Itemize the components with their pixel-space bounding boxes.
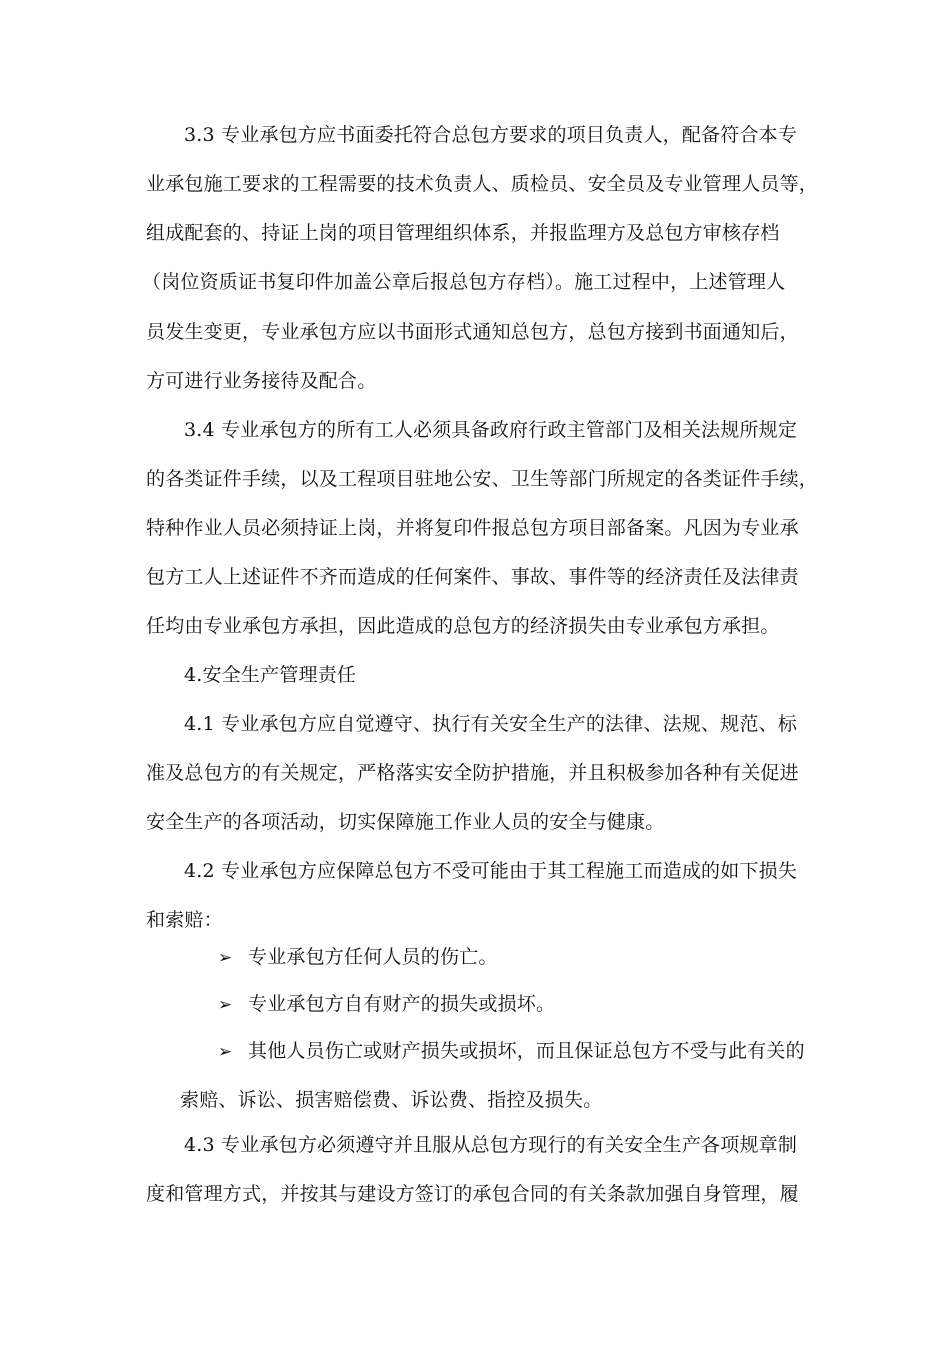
bullet-item-3-text: 其他人员伤亡或财产损失或损坏，而且保证总包方不受与此有关的 xyxy=(248,1040,805,1062)
paragraph-4-1-line-2: 准及总包方的有关规定，严格落实安全防护措施，并且积极参加各种有关促进 xyxy=(146,762,799,784)
section-4-heading: 4.安全生产管理责任 xyxy=(184,664,357,686)
paragraph-3-3-line-4: （岗位资质证书复印件加盖公章后报总包方存档）。施工过程中，上述管理人 xyxy=(142,271,786,293)
bullet-arrow-icon: ➢ xyxy=(218,1042,233,1062)
paragraph-3-4-line-5: 任均由专业承包方承担，因此造成的总包方的经济损失由专业承包方承担。 xyxy=(146,615,780,637)
bullet-item-2 xyxy=(218,992,555,1016)
paragraph-3-3-line-2: 业承包施工要求的工程需要的技术负责人、质检员、安全员及专业管理人员等， xyxy=(146,173,819,195)
paragraph-4-2-line-2: 和索赔： xyxy=(146,909,223,931)
paragraph-3-4-line-3: 特种作业人员必须持证上岗，并将复印件报总包方项目部备案。凡因为专业承 xyxy=(146,517,799,539)
bullet-item-1-text: 专业承包方任何人员的伤亡。 xyxy=(248,946,498,968)
paragraph-3-4-line-4: 包方工人上述证件不齐而造成的任何案件、事故、事件等的经济责任及法律责 xyxy=(146,566,799,588)
paragraph-4-1-line-3: 安全生产的各项活动，切实保障施工作业人员的安全与健康。 xyxy=(146,811,665,833)
paragraph-3-3-line-1: 3.3 专业承包方应书面委托符合总包方要求的项目负责人，配备符合本专 xyxy=(184,124,798,146)
bullet-arrow-icon: ➢ xyxy=(218,948,233,968)
paragraph-4-2-line-1: 4.2 专业承包方应保障总包方不受可能由于其工程施工而造成的如下损失 xyxy=(184,860,798,882)
paragraph-3-4-line-2: 的各类证件手续，以及工程项目驻地公安、卫生等部门所规定的各类证件手续， xyxy=(146,468,819,490)
paragraph-4-3-line-1: 4.3 专业承包方必须遵守并且服从总包方现行的有关安全生产各项规章制 xyxy=(184,1134,798,1156)
bullet-item-2-text: 专业承包方自有财产的损失或损坏。 xyxy=(248,993,556,1015)
paragraph-4-3-line-2: 度和管理方式，并按其与建设方签订的承包合同的有关条款加强自身管理，履 xyxy=(146,1183,799,1205)
bullet-item-1 xyxy=(218,945,498,969)
paragraph-3-3-line-3: 组成配套的、持证上岗的项目管理组织体系，并报监理方及总包方审核存档 xyxy=(146,222,780,244)
bullet-item-3 xyxy=(218,1039,805,1063)
paragraph-4-1-line-1: 4.1 专业承包方应自觉遵守、执行有关安全生产的法律、法规、规范、标 xyxy=(184,713,798,735)
paragraph-3-3-line-5: 员发生变更，专业承包方应以书面形式通知总包方，总包方接到书面通知后， xyxy=(146,321,799,343)
bullet-item-3-continuation: 索赔、诉讼、损害赔偿费、诉讼费、指控及损失。 xyxy=(180,1089,603,1111)
paragraph-3-4-line-1: 3.4 专业承包方的所有工人必须具备政府行政主管部门及相关法规所规定 xyxy=(184,419,798,441)
bullet-arrow-icon: ➢ xyxy=(218,995,233,1015)
paragraph-3-3-line-6: 方可进行业务接待及配合。 xyxy=(146,370,377,392)
